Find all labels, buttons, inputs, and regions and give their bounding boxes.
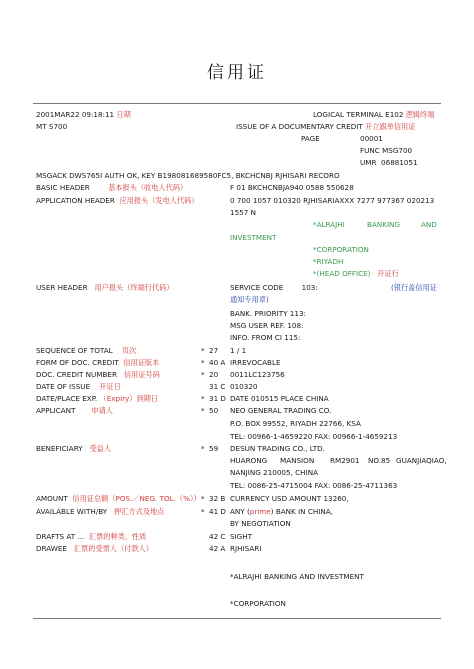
field-tag: 41 D: [209, 507, 226, 516]
field-tag: 42 C: [209, 532, 226, 541]
applicant-label: APPLICANT 申请人: [36, 406, 113, 415]
beneficiary-line-3: NANJING 210005, CHINA: [230, 468, 318, 477]
mandatory-marker: *: [201, 507, 205, 516]
available-with-value: ANY (prime) BANK IN CHINA,: [230, 507, 333, 516]
message-type: MT S700: [36, 122, 68, 131]
msgack-line: MSGACK DWS765I AUTH OK, KEY B198081689580FC5, BKCHCNBJ RJHISARI RECORO: [36, 171, 340, 180]
service-code: SERVICE CODE 103:: [230, 283, 318, 292]
expiry-label: DATE/PLACE EXP. （Expiry）到期日: [36, 394, 159, 403]
field-tag: 50: [209, 406, 219, 415]
advising-bank-stamp-note: (银行盖信用证: [391, 283, 437, 292]
beneficiary-label: BENEFICIARY 受益人: [36, 444, 112, 453]
issuing-bank-line-1b: BANKING: [367, 220, 401, 229]
mandatory-marker: *: [201, 494, 205, 503]
expiry-value: DATE 010515 PLACE CHINA: [230, 394, 329, 403]
mandatory-marker: *: [201, 444, 205, 453]
page-number: 00001: [360, 134, 383, 143]
mandatory-marker: *: [201, 370, 205, 379]
beneficiary-line-2d: NO.85: [368, 456, 391, 465]
basic-header-label: BASIC HEADER 基本报头（收电人代码）: [36, 183, 188, 192]
bank-priority: BANK. PRIORITY 113:: [230, 309, 306, 318]
credit-number-value: 0011LC123756: [230, 370, 285, 379]
info-from-ci: INFO. FROM CI 115:: [230, 333, 301, 342]
application-header-value-2: 1557 N: [230, 208, 256, 217]
issuing-bank-line-5: *(HEAD OFFICE) 开证行: [313, 269, 399, 278]
date-of-issue-label: DATE OF ISSUE 开证日: [36, 382, 121, 391]
bottom-divider: [33, 618, 441, 619]
mandatory-marker: *: [201, 346, 205, 355]
msg-user-ref: MSG USER REF. 108:: [230, 321, 304, 330]
amount-label: AMOUNT 信用证总额（POS.／NEG. TOL.（%））: [36, 494, 201, 503]
issuing-bank-line-4: *RIYADH: [313, 257, 344, 266]
sequence-of-total-value: 1 / 1: [230, 346, 247, 355]
beneficiary-line-2c: RM2901: [330, 456, 360, 465]
issuing-bank-line-2: INVESTMENT: [230, 233, 277, 242]
beneficiary-line-2a: HUARONG: [230, 456, 268, 465]
document-title: 信用证: [207, 63, 267, 83]
application-header-value: 0 700 1057 010320 RJHISARIAXXX 7277 977367 020213: [230, 196, 435, 205]
mandatory-marker: *: [201, 406, 205, 415]
beneficiary-line-2b: MANSION: [280, 456, 315, 465]
date-of-issue-value: 010320: [230, 382, 258, 391]
basic-header-value: F 01 BKCHCNBJA940 0588 550628: [230, 183, 354, 192]
user-header-label: USER HEADER 用户报头（终端行代码）: [36, 283, 174, 292]
drawee-label: DRAWEE 汇票的受票人（付款人）: [36, 544, 153, 553]
sequence-of-total-label: SEQUENCE OF TOTAL 页次: [36, 346, 137, 355]
applicant-line-2: P.O. BOX 99552, RIYADH 22766, KSA: [230, 419, 361, 428]
logical-terminal: LOGICAL TERMINAL E102 逻辑终端: [313, 110, 435, 119]
field-tag: 59: [209, 444, 219, 453]
field-tag: 40 A: [209, 358, 226, 367]
func-code: FUNC MSG700: [360, 146, 413, 155]
available-with-value-2: BY NEGOTIATION: [230, 519, 291, 528]
beneficiary-line-2e: GUANJIAQIAO,: [396, 456, 447, 465]
issuing-bank-line-1c: AND: [421, 220, 437, 229]
form-of-credit-label: FORM OF DOC. CREDIT 信用证版本: [36, 358, 160, 367]
issuing-bank-line-3: *CORPORATION: [313, 245, 369, 254]
amount-value: CURRENCY USD AMOUNT 13260,: [230, 494, 349, 503]
beneficiary-line-1: DESUN TRADING CO., LTD.: [230, 444, 325, 453]
page-label: PAGE: [301, 134, 320, 143]
message-datetime: 2001MAR22 09:18:11 日期: [36, 110, 131, 119]
credit-number-label: DOC. CREDIT NUMBER 信用证号码: [36, 370, 160, 379]
form-of-credit-value: IRREVOCABLE: [230, 358, 281, 367]
mandatory-marker: *: [201, 394, 205, 403]
issuing-bank-line-1a: *ALRAJHI: [313, 220, 345, 229]
available-with-label: AVAILABLE WITH/BY 押汇方式及地点: [36, 507, 165, 516]
mandatory-marker: *: [201, 358, 205, 367]
beneficiary-line-4: TEL: 0086-25-4715004 FAX: 0086-25-4711363: [230, 481, 398, 490]
top-divider: [33, 103, 441, 104]
drawee-value-2: *ALRAJHI BANKING AND INVESTMENT: [230, 572, 364, 581]
field-tag: 32 B: [209, 494, 226, 503]
field-tag: 27: [209, 346, 219, 355]
drawee-value: RJHISARI: [230, 544, 262, 553]
field-tag: 20: [209, 370, 219, 379]
advising-bank-stamp-note-2: 通知专用章): [230, 295, 269, 304]
drafts-label: DRAFTS AT ... 汇票的种类、性质: [36, 532, 147, 541]
field-tag: 31 C: [209, 382, 226, 391]
issue-heading: ISSUE OF A DOCUMENTARY CREDIT 开立跟单信用证: [236, 122, 416, 131]
field-tag: 42 A: [209, 544, 226, 553]
application-header-label: APPLICATION HEADER 应用报头（发电人代码）: [36, 196, 199, 205]
field-tag: 31 D: [209, 394, 226, 403]
drafts-value: SIGHT: [230, 532, 253, 541]
umr-line: UMR 06881051: [360, 158, 418, 167]
drawee-value-3: *CORPORATION: [230, 599, 286, 608]
applicant-line-3: TEL: 00966-1-4659220 FAX: 00966-1-4659213: [230, 432, 398, 441]
applicant-line-1: NEO GENERAL TRADING CO.: [230, 406, 332, 415]
